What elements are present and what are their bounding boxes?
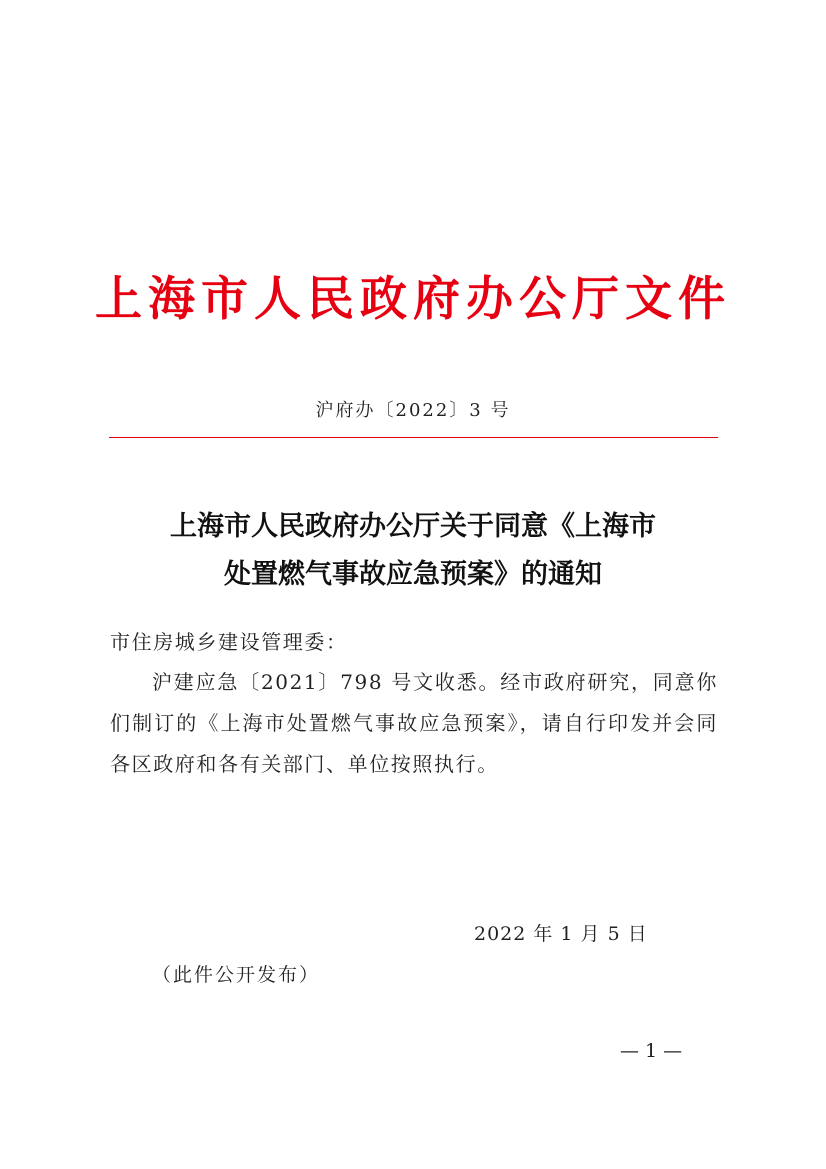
red-separator-line	[109, 437, 718, 438]
issuer-masthead: 上海市人民政府办公厅文件	[95, 272, 731, 327]
disclosure-note: （此件公开发布）	[152, 964, 321, 986]
notice-title-line-2: 处置燃气事故应急预案》的通知	[224, 559, 602, 590]
notice-title	[0, 503, 826, 599]
notice-title-line-1: 上海市人民政府办公厅关于同意《上海市	[170, 511, 656, 542]
salutation: 市住房城乡建设管理委：	[110, 630, 348, 654]
page-number: — 1 —	[620, 1040, 683, 1062]
issue-date: 2022 年 1 月 5 日	[474, 923, 648, 945]
document-number: 沪府办〔2022〕3 号	[315, 400, 511, 421]
body-paragraph: 沪建应急〔2021〕798 号文收悉。经市政府研究，同意你们制订的《上海市处置燃气事故应急预案》，请自行印发并会同各区政府和各有关部门、单位按照执行。	[110, 670, 718, 776]
